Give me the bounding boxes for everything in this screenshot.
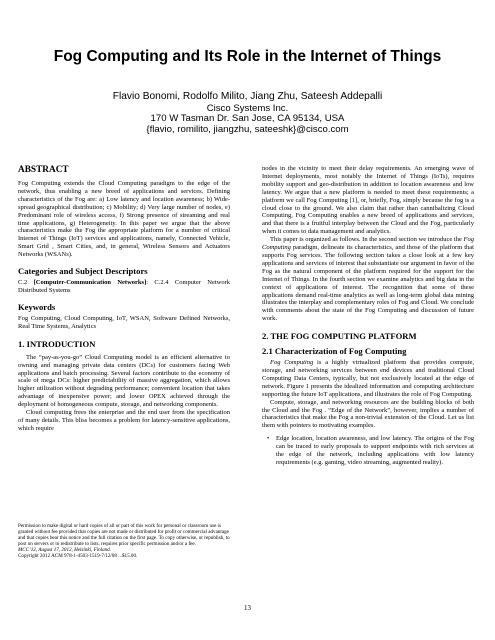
permission-venue: MCC’12, August 17, 2012, Helsinki, Finland. <box>18 547 112 554</box>
intro-paragraph-1: The “pay-as-you-go” Cloud Computing model is an efficient alternative to owning and managing private data centers (DCs) for customers facing Web applications and batch processing. Several factors contribute to the economy of scale of mega DCs: higher predictability of massive aggregation, which allows higher utilization without degrading performance; convenient location that takes advantage of inexpensive power; and lower OPEX achieved through the deployment of homogeneous compute, storage, and networking components. <box>18 353 230 409</box>
right-column <box>262 165 474 467</box>
author-names: Flavio Bonomi, Rodolfo Milito, Jiang Zhu, Sateesh Addepalli <box>112 91 383 102</box>
categories-text <box>18 279 230 295</box>
categories-heading: Categories and Subject Descriptors <box>18 266 148 277</box>
fog-computing-italic: Fog Computing <box>270 359 314 367</box>
intro-paragraph-3: nodes in the vicinity to meet their delay requirements. An emerging wave of Internet deployments, most notably the Internet of Things (IoTs), requires mobility support and geo-distribution in addition to location awareness and low latency. We argue that a new platform is needed to meet these requirements; a platform we call Fog Computing [1], or, briefly, Fog, simply because the fog is a cloud close to the ground. We also claim that rather than cannibalizing Cloud Computing, Fog Computing enables a new breed of applications and services, and that there is a fruitful interplay between the Cloud and the Fog, particularly when it comes to data management and analytics. <box>262 165 474 236</box>
keywords-heading: Keywords <box>18 301 56 312</box>
introduction-heading: 1. INTRODUCTION <box>18 338 96 349</box>
section-2-paragraph-2: Compute, storage, and networking resources are the building blocks of both the Cloud and the Fog . “Edge of the Network”, however, implies a number of characteristics that make the Fog a non-trivial extension of the Cloud. Let us list them with pointers to motivating examples. <box>262 398 474 430</box>
categories-bold: [Computer-Communication Networks] <box>33 279 147 287</box>
abstract-heading: ABSTRACT <box>18 165 69 175</box>
list-item: • Edge location, location awareness, and low latency. The origins of the Fog can be traced to early proposals to support endpoints with rich services at the edge of the network, including applications with low latency requirements (e.g. gaming, video streaming, augmented reality). <box>262 435 474 467</box>
page-number: 13 <box>244 604 251 612</box>
permission-copyright: Copyright 2012 ACM 978-1-4503-1519-7/12/08 ...$15.00. <box>18 553 138 560</box>
intro-paragraph-4 <box>262 236 474 323</box>
permission-notice <box>18 523 230 560</box>
intro-p4-italic: Fog Computing <box>262 236 474 252</box>
characteristics-list <box>262 435 474 467</box>
left-column <box>18 165 230 433</box>
author-affiliation: Cisco Systems Inc. <box>206 102 289 114</box>
section-2-heading: 2. THE FOG COMPUTING PLATFORM <box>262 331 417 342</box>
section-2-p1-rest: is a highly virtualized platform that provides compute, storage, and networking services between end devices and traditional Cloud Computing Data Centers, typically, but not exclusively located at the edge of network. Figure 1 presents the idealized information and computing architecture supporting the future IoT applications, and illustrates the role of Fog Computing. <box>262 359 474 398</box>
author-address: 170 W Tasman Dr. San Jose, CA 95134, USA <box>150 113 345 125</box>
keywords-text: Fog Computing, Cloud Computing, IoT, WSAN, Software Defined Networks, Real Time Systems, Analytics <box>18 314 230 330</box>
categories-rest: : C.2.4 Computer Network Distributed Systems <box>18 279 230 294</box>
paper-title: Fog Computing and Its Role in the Internet of Things <box>53 48 442 65</box>
intro-paragraph-2: Cloud computing frees the enterprise and the end user from the specification of many details. This bliss becomes a problem for latency-sensitive applications, which require <box>18 409 230 432</box>
section-2-1-heading: 2.1 Characterization of Fog Computing <box>262 346 407 357</box>
categories-code: C.2 <box>18 279 28 287</box>
author-block <box>0 92 495 135</box>
author-emails: {flavio, romilito, jiangzhu, sateeshk}@cisco.com <box>146 123 349 135</box>
intro-p4-b: paradigm, delineate its characteristics, and those of the platform that supports Fog services. The following section takes a close look at a few key applications and services of interest that substantiate our argument in favor of the Fog as the natural component of the platform required for the support for the Internet of Things. In the fourth section we examine analytics and big data in the context of applications of interest. The recognition that some of these applications demand real-time analytics as well as long-term global data mining illustrates the interplay and complementary roles of Fog and Cloud. We conclude with comments about the state of the Fog Computing and discussion of future work. <box>262 244 474 323</box>
section-2-paragraph-1 <box>262 359 474 399</box>
intro-p4-a: This paper is organized as follows. In the second section we introduce the <box>270 236 464 244</box>
abstract-text: Fog Computing extends the Cloud Computing paradigm to the edge of the network, thus enabling a new breed of applications and services. Defining characteristics of the Fog are: a) Low latency and location awareness; b) Wide-spread geographical distribution; c) Mobility; d) Very large number of nodes, e) Predominant role of wireless access, f) Strong presence of streaming and real time applications, g) Heterogeneity. In this paper we argue that the above characteristics make the Fog the appropriate platform for a number of critical Internet of Things (IoT) services and applications, namely, Connected Vehicle, Smart Grid , Smart Cities, and, in general, Wireless Sensors and Actuators Networks (WSANs). <box>18 180 230 259</box>
permission-text: Permission to make digital or hard copies of all or part of this work for personal or classroom use is granted without fee provided that copies are not made or distributed for profit or commercial advantage and that copies bear this notice and the full citation on the first page. To copy otherwise, or republish, to post on servers or to redistribute to lists, requires prior specific permission and/or a fee. <box>18 523 230 548</box>
